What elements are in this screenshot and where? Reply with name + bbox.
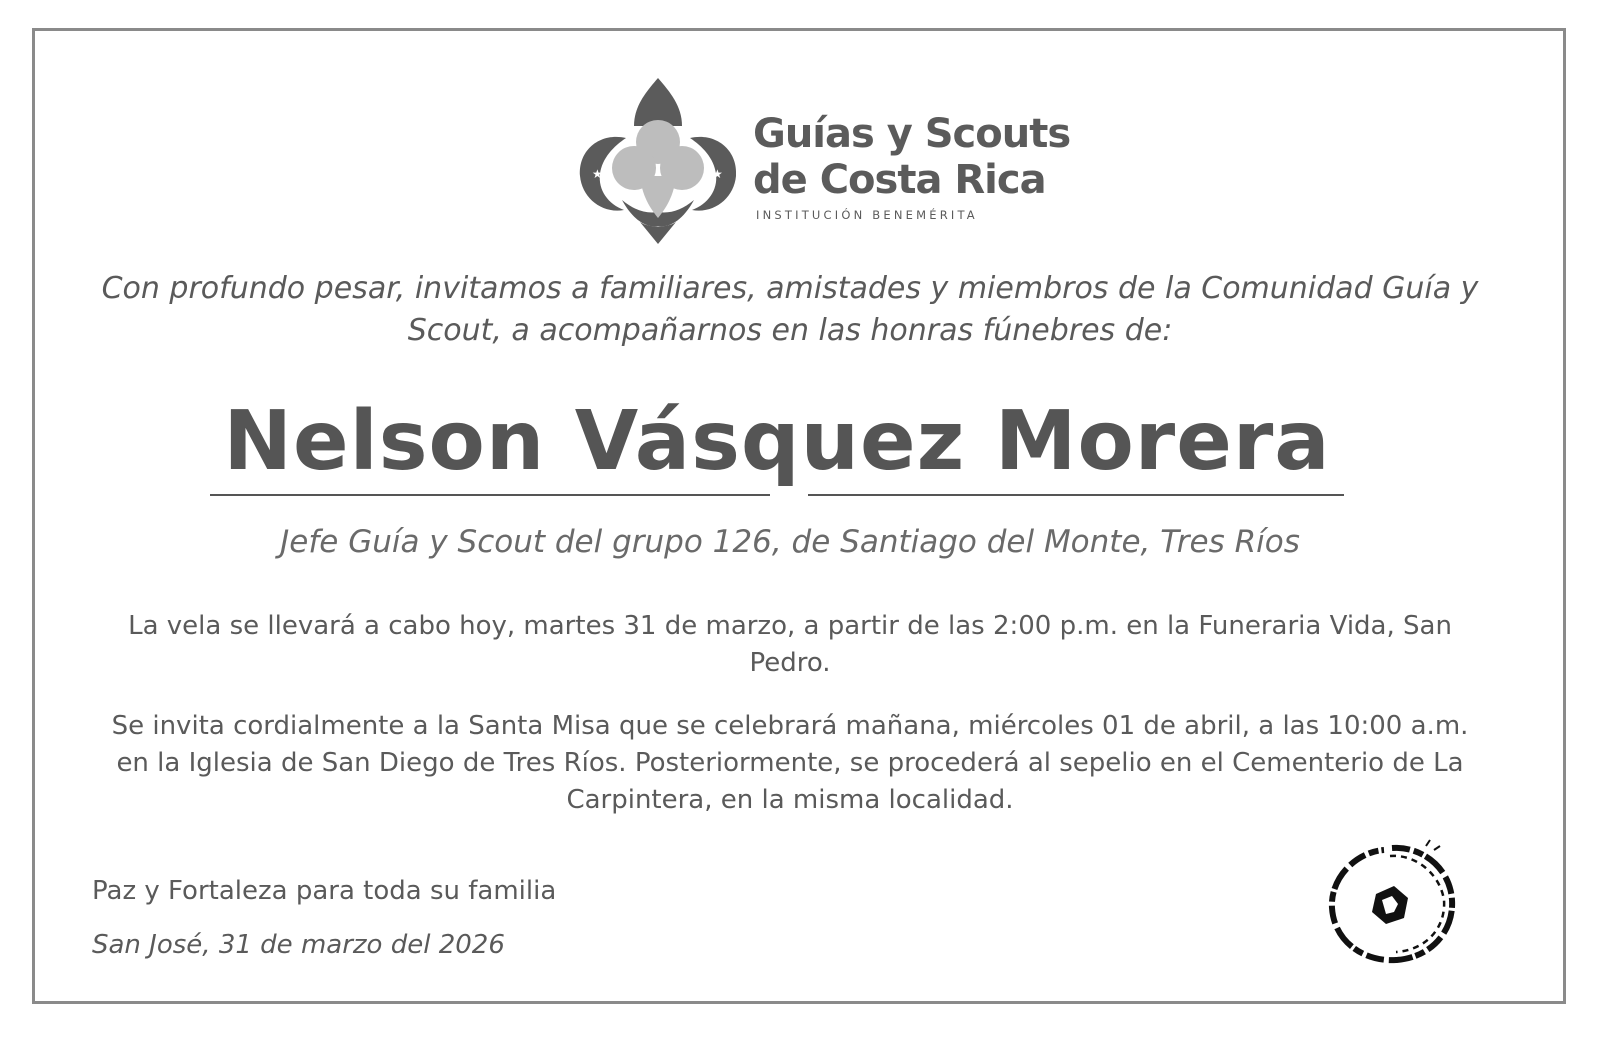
- organization-name-line1: Guías y Scouts: [753, 111, 1071, 157]
- vigil-paragraph: La vela se llevará a cabo hoy, martes 31 de marzo, a partir de las 2:00 p.m. en la Funeraria Vida, San Pedro.: [128, 611, 1452, 678]
- organization-subtitle: INSTITUCIÓN BENEMÉRITA: [756, 208, 978, 222]
- closing-message: Paz y Fortaleza para toda su familia: [92, 876, 557, 906]
- fleur-de-lis-icon: [578, 76, 738, 244]
- dateline: San José, 31 de marzo del 2026: [92, 930, 505, 960]
- svg-text:★: ★: [712, 167, 723, 181]
- name-underline-left: [210, 494, 770, 496]
- name-underline-right: [808, 494, 1344, 496]
- deceased-name-block: [210, 392, 1344, 504]
- mass-paragraph: Se invita cordialmente a la Santa Misa que se celebrará mañana, miércoles 01 de abril, a las 10:00 a.m. en la Iglesia de San Diego de Tres Ríos. Posteriormente, se procederá al sepelio en el Cementerio de La Carpintera, en la misma localidad.: [111, 711, 1469, 815]
- organization-name-line2: de Costa Rica: [753, 157, 1046, 203]
- mourning-seal-icon: [1322, 838, 1462, 968]
- deceased-name: Nelson Vásquez Morera: [223, 394, 1331, 489]
- deceased-role: Jefe Guía y Scout del grupo 126, de Santiago del Monte, Tres Ríos: [280, 524, 1300, 560]
- organization-logo: [578, 76, 1071, 246]
- intro-text: Con profundo pesar, invitamos a familiares, amistades y miembros de la Comunidad Guía y Scout, a acompañarnos en las honras fúnebres de:: [101, 271, 1479, 348]
- svg-text:★: ★: [592, 167, 603, 181]
